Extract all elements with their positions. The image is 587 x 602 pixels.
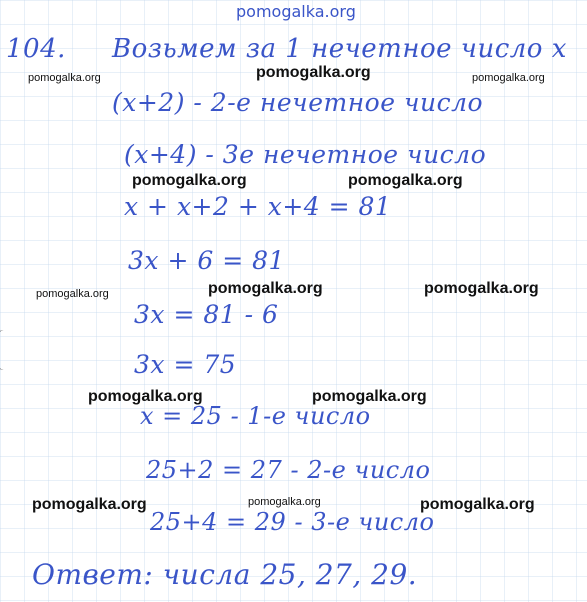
watermark: pomogalka.org	[88, 388, 203, 405]
problem-number: 104.	[6, 34, 66, 64]
watermark: pomogalka.org	[132, 172, 247, 189]
watermark: pomogalka.org	[208, 280, 323, 297]
solution-line-4: x + x+2 + x+4 = 81	[124, 192, 392, 221]
watermark: pomogalka.org	[248, 496, 321, 508]
solution-line-10: 25+4 = 29 - 3-е число	[150, 508, 435, 536]
watermark: pomogalka.org	[32, 496, 147, 513]
watermark: pomogalka.org	[472, 72, 545, 84]
solution-line-7: 3x = 75	[134, 350, 237, 379]
watermark-top: pomogalka.org	[236, 2, 356, 21]
watermark: pomogalka.org	[256, 64, 371, 81]
solution-line-3: (x+4) - 3е нечетное число	[124, 140, 487, 169]
watermark: pomogalka.org	[312, 388, 427, 405]
solution-line-1: Возьмем за 1 нечетное число x	[112, 34, 567, 64]
watermark: pomogalka.org	[424, 280, 539, 297]
watermark: pomogalka.org	[420, 496, 535, 513]
solution-line-9: 25+2 = 27 - 2-е число	[146, 456, 431, 484]
solution-line-5: 3x + 6 = 81	[128, 246, 285, 275]
watermark: pomogalka.org	[28, 72, 101, 84]
notebook-binding-mark	[0, 330, 15, 370]
solution-line-2: (x+2) - 2-е нечетное число	[112, 88, 484, 117]
watermark: pomogalka.org	[348, 172, 463, 189]
solution-line-8: x = 25 - 1-е число	[140, 402, 371, 430]
answer-line: Ответ: числа 25, 27, 29.	[32, 558, 418, 591]
watermark: pomogalka.org	[36, 288, 109, 300]
solution-line-6: 3x = 81 - 6	[134, 300, 279, 329]
